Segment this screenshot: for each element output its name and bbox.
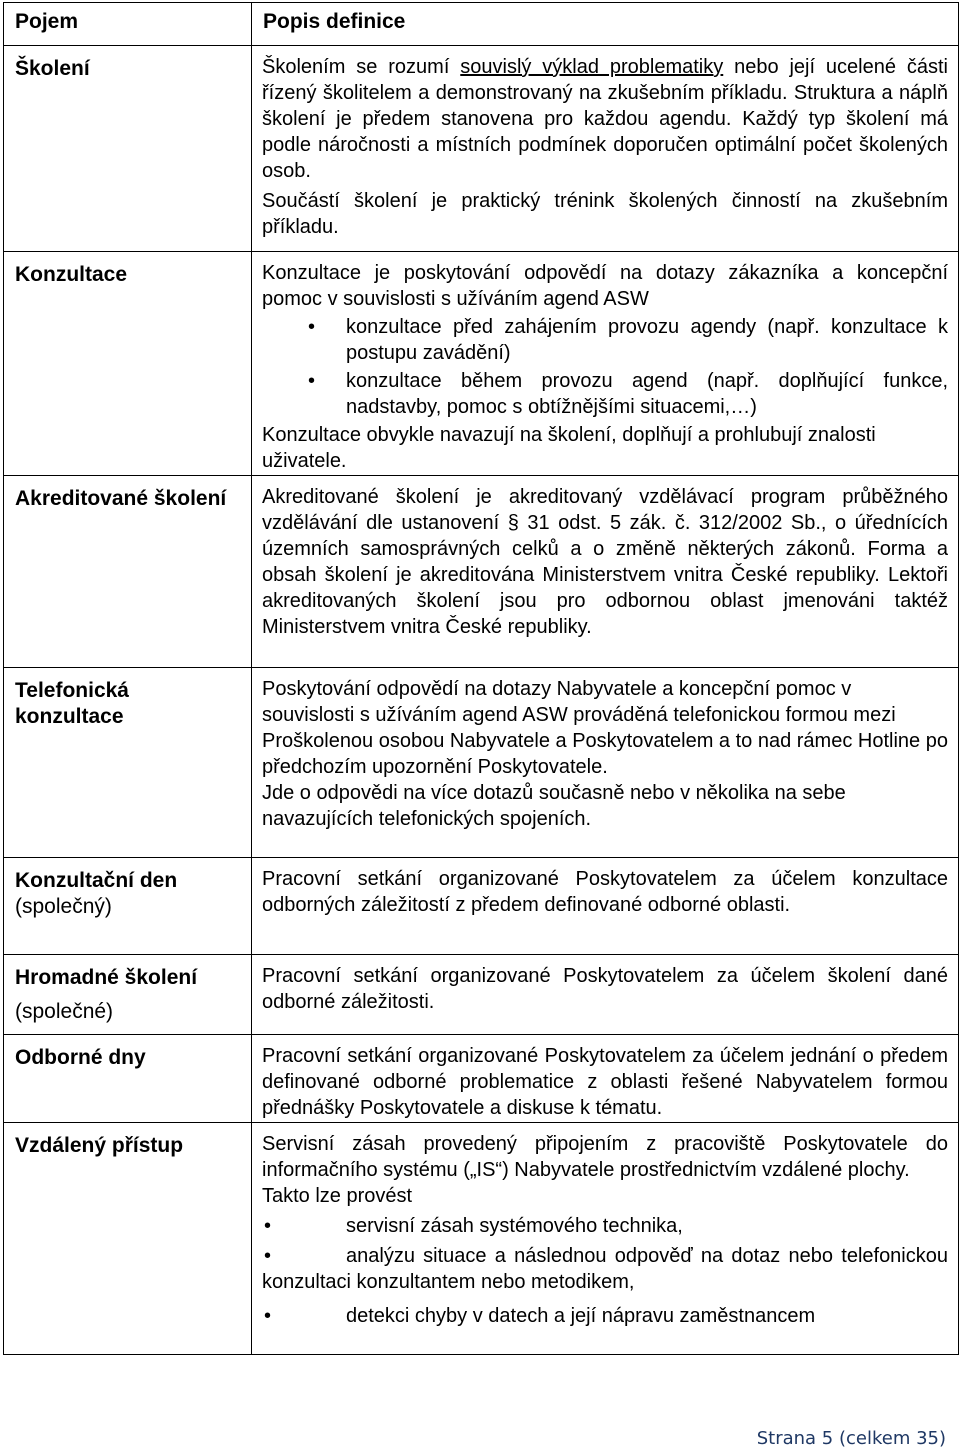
telefonicka-paragraph-1: Poskytování odpovědí na dotazy Nabyvatele a koncepční pomoc v souvislosti s užíváním agend ASW prováděná telefonickou formou mezi Proškolenou osobou Nabyvatele a Poskytovatelem a to nad rámec Hotline po předchozím upozornění Poskytovatele. (262, 678, 948, 778)
term-vzdaleny-pristup: Vzdálený přístup (15, 1134, 184, 1157)
header-row (4, 3, 959, 46)
list-item: • servisní zásah systémového technika, (264, 1215, 683, 1237)
list-item: • konzultace před zahájením provozu agendy (např. konzultace k postupu zavádění) (308, 316, 948, 364)
list-item: • analýzu situace a následnou odpověď na dotaz nebo telefonickou konzultaci konzultantem nebo metodikem, (262, 1245, 948, 1293)
definition-cell (252, 252, 959, 476)
term-hromadne-skoleni: Hromadné školení (15, 966, 198, 989)
table-row-konzultace (4, 252, 959, 476)
term-cell (4, 1035, 252, 1123)
table-row-konzultacni-den (4, 858, 959, 955)
term-cell (4, 46, 252, 252)
header-term-label: Pojem (15, 10, 79, 33)
term-cell (4, 476, 252, 668)
hromadne-skoleni-text: Pracovní setkání organizované Poskytovatelem za účelem školení dané odborné záležitosti. (262, 965, 948, 1013)
skoleni-paragraph-2: Součástí školení je praktický trénink školených činností na zkušebním příkladu. (262, 190, 948, 238)
term-cell (4, 955, 252, 1035)
table-row-skoleni (4, 46, 959, 252)
vzdaleny-pristup-paragraph-1: Servisní zásah provedený připojením z pracoviště Poskytovatele do informačního systému („IS“) Nabyvatele prostřednictvím vzdálené plochy. (262, 1133, 948, 1181)
term-cell (4, 668, 252, 858)
bullet-icon: • (308, 370, 316, 392)
skoleni-text-post: nebo její ucelené části řízený školitelem a demonstrovaný na zkušebním příkladu. Struktura a náplň školení je předem stanovena pro každou agendu. Každý typ školení má podle náročnosti a místních podmínek doporučen optimální počet školených osob. (262, 56, 948, 182)
term-akreditovane-skoleni: Akreditované školení (15, 487, 227, 510)
skoleni-underlined-phrase: souvislý výklad problematiky (460, 56, 724, 78)
term-odborne-dny: Odborné dny (15, 1046, 146, 1069)
page-number-footer: Strana 5 (celkem 35) (756, 1428, 946, 1449)
term-cell (4, 252, 252, 476)
definition-cell (252, 955, 959, 1035)
bullet-icon: • (264, 1215, 272, 1237)
skoleni-paragraph-1 (262, 54, 948, 184)
term-konzultace: Konzultace (15, 263, 128, 286)
term-cell (4, 858, 252, 955)
definition-cell (252, 1123, 959, 1355)
bullet-icon: • (308, 316, 316, 338)
telefonicka-paragraph-2: Jde o odpovědi na více dotazů současně nebo v několika na sebe navazujících telefonických spojeních. (262, 782, 846, 830)
table-row-odborne-dny (4, 1035, 959, 1123)
definition-cell (252, 1035, 959, 1123)
odborne-dny-text: Pracovní setkání organizované Poskytovatelem za účelem jednání o předem definované odborné problematice z oblasti řešené Nabyvatelem formou přednášky Poskytovatele a diskuse k tématu. (262, 1045, 948, 1119)
term-konzultacni-den: Konzultační den (15, 869, 178, 892)
bullet-icon: • (264, 1245, 272, 1267)
konzultacni-den-text: Pracovní setkání organizované Poskytovatelem za účelem konzultace odborných záležitostí z předem definované odborné oblasti. (262, 868, 948, 916)
vzdaleny-pristup-paragraph-2: Takto lze provést (262, 1185, 413, 1207)
header-term (4, 3, 252, 46)
bullet-icon: • (264, 1305, 272, 1327)
term-skoleni: Školení (15, 57, 90, 80)
skoleni-text-pre: Školením se rozumí (262, 56, 461, 78)
definition-cell (252, 668, 959, 858)
term-cell (4, 1123, 252, 1355)
definition-cell (252, 46, 959, 252)
header-definition-label: Popis definice (263, 10, 406, 33)
table-row-telefonicka-konzultace (4, 668, 959, 858)
konzultace-intro: Konzultace je poskytování odpovědí na dotazy zákazníka a koncepční pomoc v souvislosti s užíváním agend ASW (262, 262, 948, 310)
definition-cell (252, 476, 959, 668)
list-item: • detekci chyby v datech a její nápravu zaměstnancem (264, 1305, 816, 1327)
table-row-hromadne-skoleni (4, 955, 959, 1035)
definition-cell (252, 858, 959, 955)
akreditovane-skoleni-text: Akreditované školení je akreditovaný vzdělávací program průběžného vzdělávání dle ustanovení § 31 odst. 5 zák. č. 312/2002 Sb., o úřednících územních samosprávných celků a o změně některých zákonů. Forma a obsah školení je akreditována Ministerstvem vnitra České republiky. Lektoři akreditovaných školení jsou pro odbornou oblast jmenováni taktéž Ministerstvem vnitra České republiky. (262, 486, 948, 638)
header-definition (252, 3, 959, 46)
definitions-table (3, 2, 959, 1355)
term-telefonicka-konzultace: Telefonická konzultace (15, 679, 129, 728)
vzdaleny-pristup-bullet-list (262, 1213, 948, 1329)
table-row-vzdaleny-pristup (4, 1123, 959, 1355)
term-note: (společný) (15, 895, 112, 918)
table-row-akreditovane-skoleni (4, 476, 959, 668)
konzultace-bullet-list (262, 314, 948, 420)
list-item: • konzultace během provozu agend (např. doplňující funkce, nadstavby, pomoc s obtížnějšími situacemi,…) (308, 370, 948, 418)
term-note: (společné) (15, 1000, 114, 1023)
konzultace-outro: Konzultace obvykle navazují na školení, doplňují a prohlubují znalosti uživatele. (262, 424, 876, 472)
